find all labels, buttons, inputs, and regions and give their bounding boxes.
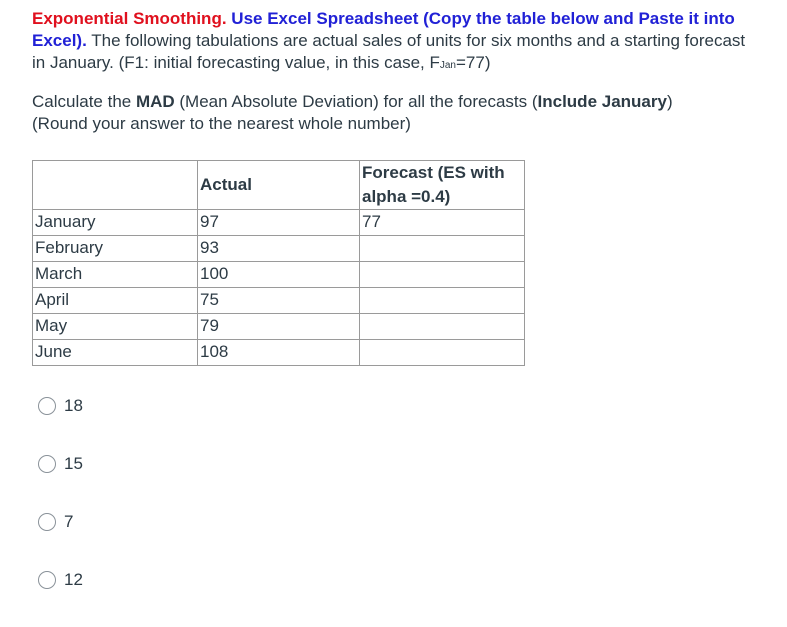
answer-option[interactable] [38, 511, 83, 533]
radio-button[interactable] [38, 513, 56, 531]
actual-cell: 75 [198, 288, 360, 314]
table-row [33, 210, 525, 236]
table-row [33, 236, 525, 262]
forecast-cell [360, 314, 525, 340]
question-title: Exponential Smoothing. [32, 9, 227, 28]
subscript-label: Jan [439, 60, 456, 71]
answer-option[interactable] [38, 453, 83, 475]
radio-button[interactable] [38, 455, 56, 473]
mad-label: MAD [135, 92, 175, 111]
question-text [32, 8, 762, 135]
month-cell: March [33, 262, 198, 288]
question-paragraph-2 [32, 91, 762, 135]
month-cell: May [33, 314, 198, 340]
option-label: 7 [64, 512, 74, 531]
calc-text-end: ) [666, 92, 673, 111]
intro-end: =77) [456, 53, 491, 72]
option-label: 12 [64, 570, 83, 589]
forecast-cell: 77 [360, 210, 525, 236]
table-row [33, 314, 525, 340]
answer-option[interactable] [38, 569, 83, 591]
forecast-cell [360, 340, 525, 366]
header-forecast: Forecast (ES with alpha =0.4) [360, 161, 525, 210]
forecast-cell [360, 236, 525, 262]
option-label: 15 [64, 454, 83, 473]
sales-table [32, 160, 525, 366]
answer-options [38, 395, 83, 627]
month-cell: February [33, 236, 198, 262]
answer-option[interactable] [38, 395, 83, 417]
forecast-cell [360, 262, 525, 288]
month-cell: June [33, 340, 198, 366]
month-cell: January [33, 210, 198, 236]
header-empty [33, 161, 198, 210]
calc-text-mid: (Mean Absolute Deviation) for all the forecasts ( [174, 92, 538, 111]
intro-text: The following tabulations are actual sales of units for six months and a starting forecast in January. (F1: initial forecasting value, in this case, F [32, 31, 746, 72]
round-instruction: (Round your answer to the nearest whole number) [32, 114, 411, 133]
month-cell: April [33, 288, 198, 314]
table-header-row [33, 161, 525, 210]
radio-button[interactable] [38, 571, 56, 589]
actual-cell: 79 [198, 314, 360, 340]
radio-button[interactable] [38, 397, 56, 415]
table-row [33, 262, 525, 288]
actual-cell: 97 [198, 210, 360, 236]
actual-cell: 93 [198, 236, 360, 262]
forecast-cell [360, 288, 525, 314]
include-january-label: Include January [537, 92, 667, 111]
actual-cell: 100 [198, 262, 360, 288]
excel-instruction: Use Excel Spreadsheet (Copy the table below and Paste it into Excel). [32, 9, 735, 50]
table-row [33, 288, 525, 314]
actual-cell: 108 [198, 340, 360, 366]
option-label: 18 [64, 396, 83, 415]
question-paragraph-1 [32, 8, 762, 77]
header-actual: Actual [198, 161, 360, 210]
calc-text-pre: Calculate the [32, 92, 136, 111]
table-row [33, 340, 525, 366]
